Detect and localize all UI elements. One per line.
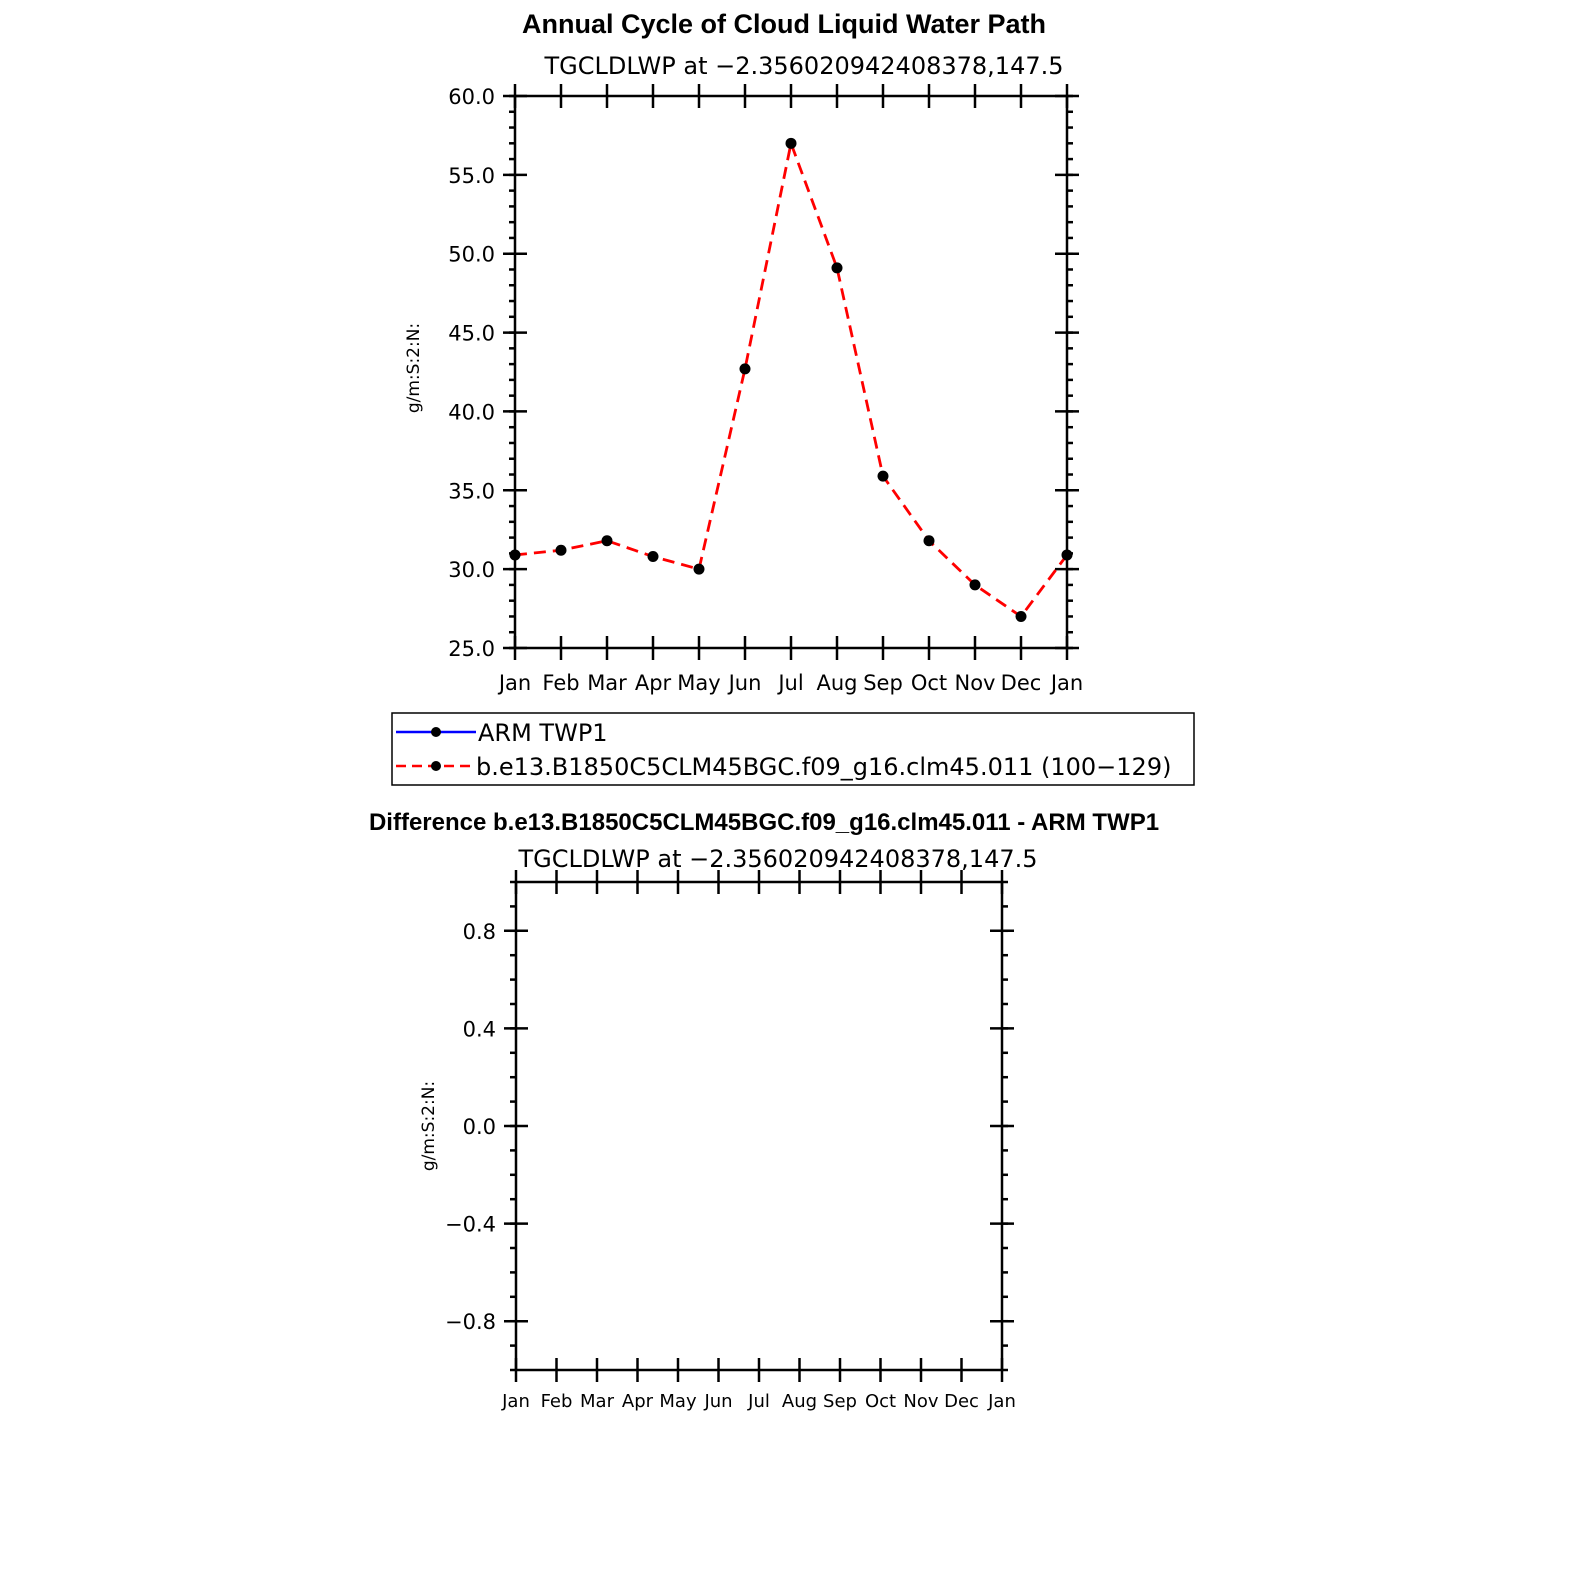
top-chart-title: Annual Cycle of Cloud Liquid Water Path [521,9,1047,39]
bottom-x-tick-label: Nov [903,1391,939,1412]
top-y-axis-label: g/m:S:2:N: [404,322,424,414]
top-x-tick-label: Nov [954,671,996,695]
top-data-point [694,564,705,575]
top-data-point [970,579,981,590]
top-x-tick-label: Sep [863,671,903,695]
top-data-point [832,262,843,273]
bottom-x-tick-label: Sep [823,1391,857,1412]
bottom-x-tick-label: Mar [580,1391,614,1412]
bottom-x-tick-label: Jun [704,1391,733,1412]
top-data-point [924,535,935,546]
bottom-plot-area [445,870,1016,1412]
top-data-point [602,535,613,546]
bottom-y-tick-label: 0.4 [462,1017,496,1042]
top-x-tick-label: May [677,671,721,695]
top-plot-frame [515,96,1067,648]
bottom-x-tick-label: Jul [748,1391,770,1412]
bottom-chart-title: Difference b.e13.B1850C5CLM45BGC.f09_g16.clm45.011 - ARM TWP1 [368,809,1160,836]
legend [392,713,1194,785]
bottom-x-tick-label: Dec [944,1391,979,1412]
top-x-tick-label: Dec [1000,671,1042,695]
bottom-y-axis-label: g/m:S:2:N: [419,1080,439,1172]
top-x-tick-label: Feb [542,671,580,695]
bottom-x-tick-label: Feb [540,1391,573,1412]
bottom-y-tick-label: 0.8 [462,919,496,944]
bottom-y-tick-label: −0.4 [445,1212,496,1237]
top-y-tick-label: 45.0 [448,321,495,346]
top-y-tick-label: 25.0 [448,637,495,661]
legend-label-arm: ARM TWP1 [478,719,608,747]
top-x-tick-label: Oct [910,671,948,695]
top-data-point [786,138,797,149]
top-x-tick-label: Jan [1050,671,1084,695]
bottom-plot-frame [516,882,1002,1370]
top-plot-area [448,84,1083,695]
top-y-tick-label: 35.0 [448,479,495,504]
bottom-x-tick-label: Oct [864,1391,897,1412]
top-x-tick-label: Jul [778,671,804,695]
top-chart-subtitle: TGCLDLWP at −2.356020942408378,147.5 [544,52,1064,80]
top-data-point [1062,549,1073,560]
top-data-point [556,545,567,556]
top-data-point [648,551,659,562]
bottom-chart-subtitle: TGCLDLWP at −2.356020942408378,147.5 [518,845,1038,873]
top-x-tick-label: Aug [816,671,858,695]
top-x-tick-label: Apr [634,671,672,695]
bottom-y-tick-label: 0.0 [462,1115,496,1139]
top-y-tick-label: 60.0 [448,85,495,109]
legend-marker-arm [431,727,441,737]
top-x-tick-label: Jan [498,671,532,695]
bottom-x-tick-label: Jan [502,1391,530,1412]
legend-label-model: b.e13.B1850C5CLM45BGC.f09_g16.clm45.011 (100−129) [476,753,1172,781]
top-y-tick-label: 50.0 [448,242,495,267]
top-data-point [740,363,751,374]
top-data-point [878,471,889,482]
bottom-x-tick-label: Apr [621,1391,654,1412]
bottom-x-tick-label: Aug [781,1391,818,1412]
bottom-x-tick-label: Jan [988,1391,1016,1412]
top-x-tick-label: Mar [587,671,627,695]
top-y-tick-label: 30.0 [448,558,495,583]
top-series-line [515,143,1067,616]
top-y-tick-label: 55.0 [448,163,495,188]
top-y-tick-label: 40.0 [448,400,495,425]
bottom-x-tick-label: May [659,1391,697,1412]
bottom-y-tick-label: −0.8 [445,1310,496,1335]
legend-marker-model [431,761,441,771]
top-data-point [510,549,521,560]
top-x-tick-label: Jun [728,671,762,695]
top-data-point [1016,611,1027,622]
